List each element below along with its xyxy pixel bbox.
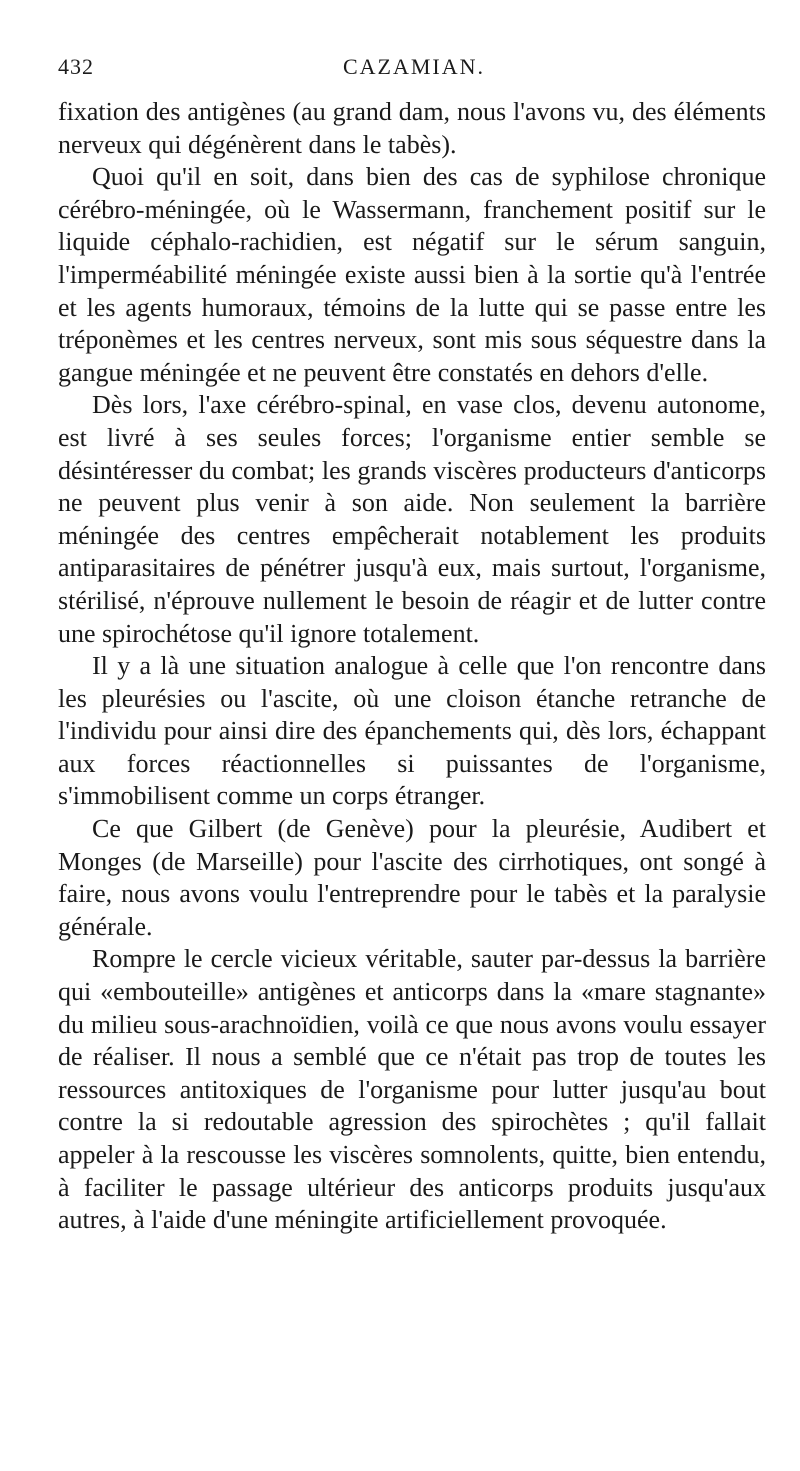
paragraph: Il y a là une situation analogue à celle que l'on rencontre dans les pleurésies ou l'ascite, où une cloison étanche retranche de l'individu pour ainsi dire des épanchements qui, dès lors, échappant aux forces réactionnelles si puissantes de l'organisme, s'immobilisent comme un corps étranger. xyxy=(58,651,766,811)
paragraph: Ce que Gilbert (de Genève) pour la pleurésie, Audibert et Monges (de Marseille) pour l'ascite des cirrhotiques, ont songé à faire, nous avons voulu l'entreprendre pour le tabès et la paralysie générale. xyxy=(58,814,766,941)
paragraph: Dès lors, l'axe cérébro-spinal, en vase clos, devenu autonome, est livré à ses seules forces; l'organisme entier semble se désintéresser du combat; les grands viscères producteurs d'anticorps ne peuvent plus venir à son aide. Non seulement la barrière méningée des centres empêcherait notablement les produits antiparasitaires de pénétrer jusqu'à eux, mais surtout, l'organisme, stérilisé, n'éprouve nullement le besoin de réagir et de lutter contre une spirochétose qu'il ignore totalement. xyxy=(58,390,766,648)
paragraph-continuation: fixation des antigènes (au grand dam, nous l'avons vu, des éléments nerveux qui dégénèrent dans le tabès). xyxy=(58,97,766,159)
body-text xyxy=(58,96,766,1237)
paragraph: Quoi qu'il en soit, dans bien des cas de syphilose chronique cérébro-méningée, où le Wassermann, franchement positif sur le liquide céphalo-rachidien, est négatif sur le sérum sanguin, l'imperméabilité méningée existe aussi bien à la sortie qu'à l'entrée et les agents humoraux, témoins de la lutte qui se passe entre les tréponèmes et les centres nerveux, sont mis sous séquestre dans la gangue méningée et ne peuvent être constatés en dehors d'elle. xyxy=(58,162,766,387)
running-title: CAZAMIAN. xyxy=(342,54,486,79)
paragraph: Rompre le cercle vicieux véritable, sauter par-dessus la barrière qui «embouteille» antigènes et anticorps dans la «mare stagnante» du milieu sous-arachnoïdien, voilà ce que nous avons voulu essayer de réaliser. Il nous a semblé que ce n'était pas trop de toutes les ressources antitoxiques de l'organisme pour lutter jusqu'au bout contre la si redoutable agression des spirochètes ; qu'il fallait appeler à la rescousse les viscères somnolents, quitte, bien entendu, à faciliter le passage ultérieur des anticorps produits jusqu'aux autres, à l'aide d'une méningite artificiellement provoquée. xyxy=(58,944,766,1235)
page-number: 432 xyxy=(58,54,94,79)
page-header xyxy=(58,54,770,84)
